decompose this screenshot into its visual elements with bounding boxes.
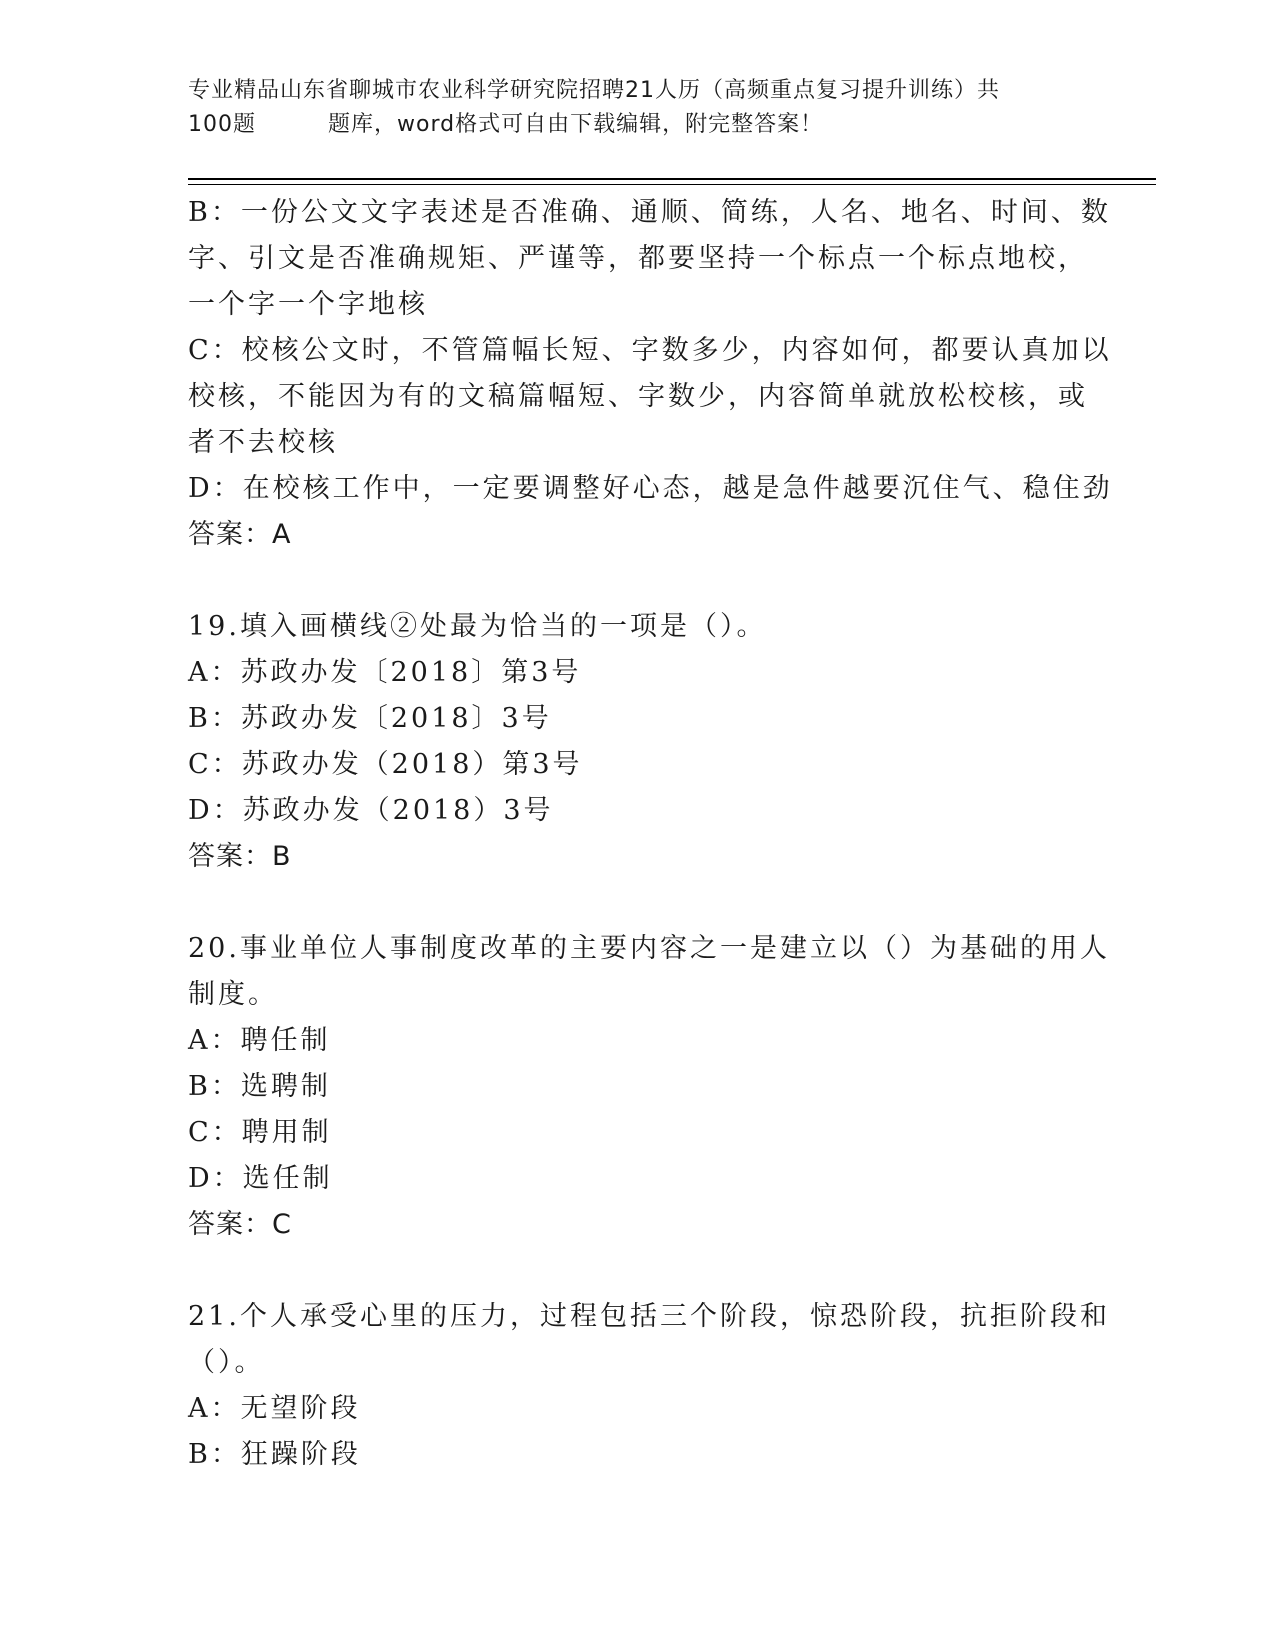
q19-question: 19.填入画横线②处最为恰当的一项是（）。: [188, 611, 767, 642]
q21-option-a: A：无望阶段: [188, 1393, 361, 1424]
q20-option-b: B：选聘制: [188, 1071, 331, 1102]
header-description: 题库，word格式可自由下载编辑，附完整答案！: [328, 112, 824, 137]
q18-option-c-line-2: 校核，不能因为有的文稿篇幅短、字数少，内容简单就放松校核，或: [188, 381, 1088, 412]
spacer: [188, 558, 1088, 604]
header-divider-thick: [188, 178, 1156, 180]
q20-answer: 答案：C: [188, 1209, 292, 1240]
q18-option-c-line-3: 者不去校核: [188, 427, 338, 458]
header-line-2: [188, 108, 1088, 142]
q18-option-c-line-1: C：校核公文时，不管篇幅长短、字数多少，内容如何，都要认真加以: [188, 335, 1112, 366]
question-19: [188, 604, 1088, 880]
q19-option-c: C：苏政办发（2018）第3号: [188, 749, 583, 780]
q20-option-d: D：选任制: [188, 1163, 333, 1194]
q20-option-c: C：聘用制: [188, 1117, 332, 1148]
q19-answer: 答案：B: [188, 841, 292, 872]
header-question-count: 100题: [188, 112, 256, 137]
question-20: [188, 926, 1110, 1248]
question-21: [188, 1294, 1110, 1478]
q19-option-a: A：苏政办发〔2018〕第3号: [188, 657, 582, 688]
spacer: [188, 880, 1088, 926]
q21-option-b: B：狂躁阶段: [188, 1439, 361, 1470]
header-line-1: 专业精品山东省聊城市农业科学研究院招聘21人历（高频重点复习提升训练）共: [188, 78, 1000, 103]
q19-option-b: B：苏政办发〔2018〕3号: [188, 703, 552, 734]
q20-question-line-1: 20.事业单位人事制度改革的主要内容之一是建立以（）为基础的用人: [188, 933, 1110, 964]
q18-option-b-line-3: 一个字一个字地核: [188, 289, 428, 320]
question-18: [188, 190, 1113, 558]
q20-option-a: A：聘任制: [188, 1025, 331, 1056]
spacer: [188, 1248, 1088, 1294]
header-divider-thin: [188, 184, 1156, 185]
page-header: [188, 74, 1088, 142]
question-content: [188, 190, 1113, 1478]
q20-question-line-2: 制度。: [188, 979, 278, 1010]
q21-question-line-1: 21.个人承受心里的压力，过程包括三个阶段，惊恐阶段，抗拒阶段和: [188, 1301, 1110, 1332]
q21-question-line-2: （）。: [188, 1347, 265, 1378]
q18-option-d: D：在校核工作中，一定要调整好心态，越是急件越要沉住气、稳住劲: [188, 473, 1113, 504]
q18-option-b-line-2: 字、引文是否准确规矩、严谨等，都要坚持一个标点一个标点地校，: [188, 243, 1088, 274]
q18-option-b-line-1: B：一份公文文字表述是否准确、通顺、简练，人名、地名、时间、数: [188, 197, 1111, 228]
q18-answer: 答案：A: [188, 519, 292, 550]
q19-option-d: D：苏政办发（2018）3号: [188, 795, 554, 826]
